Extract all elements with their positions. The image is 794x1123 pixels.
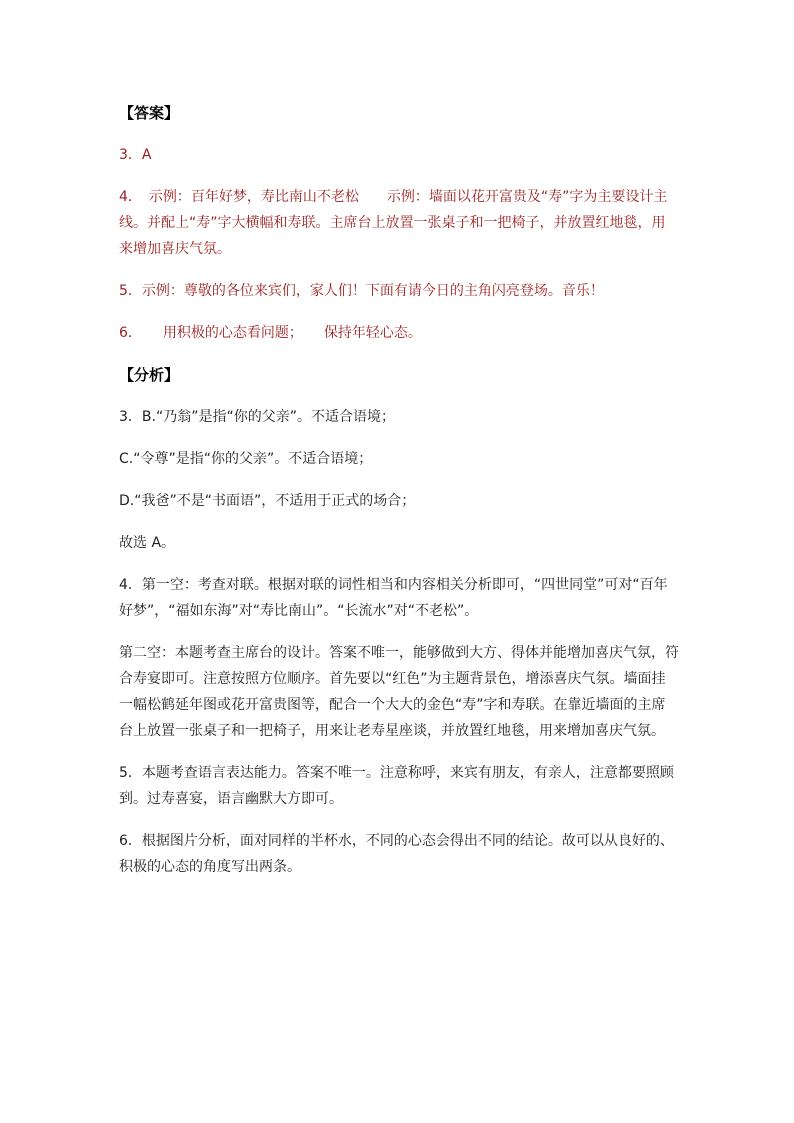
answer-heading: 【答案】 (119, 104, 180, 122)
analysis-item-3c: C.“令尊”是指“你的父亲”。不适合语境； (119, 451, 373, 467)
analysis-item-3-conclusion: 故选 A。 (119, 535, 176, 551)
analysis-item-3d: D.“我爸”不是“书面语”，不适用于正式的场合； (119, 493, 416, 509)
answer-item-3: 3．A (119, 147, 152, 163)
analysis-item-4-second: 第二空：本题考查主席台的设计。答案不唯一，能够做到大方、得体并能增加喜庆气氛，符合寿宴即可。注意按照方位顺序。首先要以“红色”为主题背景色，增添喜庆气氛。墙面挂一幅松鹤延年图或花开富贵图等，配合一个大大的金色“寿”字和寿联。在靠近墙面的主席台上放置一张桌子和一把椅子，用来让老寿星座谈，并放置红地毯，用来增加喜庆气氛。 (119, 645, 679, 739)
answer-item-6: 6． 用积极的心态看问题； 保持年轻心态。 (119, 325, 422, 341)
analysis-item-4-first: 4．第一空：考查对联。根据对联的词性相当和内容相关分析即可，“四世同堂”可对“百年好梦”，“福如东海”对“寿比南山”。“长流水”对“不老松”。 (119, 577, 668, 619)
analysis-item-5: 5．本题考查语言表达能力。答案不唯一。注意称呼，来宾有朋友，有亲人，注意都要照顾到。过寿喜宴，语言幽默大方即可。 (119, 765, 674, 807)
answer-item-5: 5．示例：尊敬的各位来宾们，家人们！下面有请今日的主角闪亮登场。音乐！ (119, 283, 604, 299)
analysis-item-3b: 3．B.“乃翁”是指“你的父亲”。不适合语境； (119, 409, 395, 425)
answer-item-4: 4． 示例：百年好梦，寿比南山不老松 示例：墙面以花开富贵及“寿”字为主要设计主线。并配上“寿”字大横幅和寿联。主席台上放置一张桌子和一把椅子，并放置红地毯，用来增加喜庆气氛。 (119, 189, 668, 257)
document-content (119, 100, 679, 880)
analysis-item-6: 6．根据图片分析，面对同样的半杯水，不同的心态会得出不同的结论。故可以从良好的、积极的心态的角度写出两条。 (119, 833, 674, 875)
analysis-heading: 【分析】 (119, 366, 180, 384)
